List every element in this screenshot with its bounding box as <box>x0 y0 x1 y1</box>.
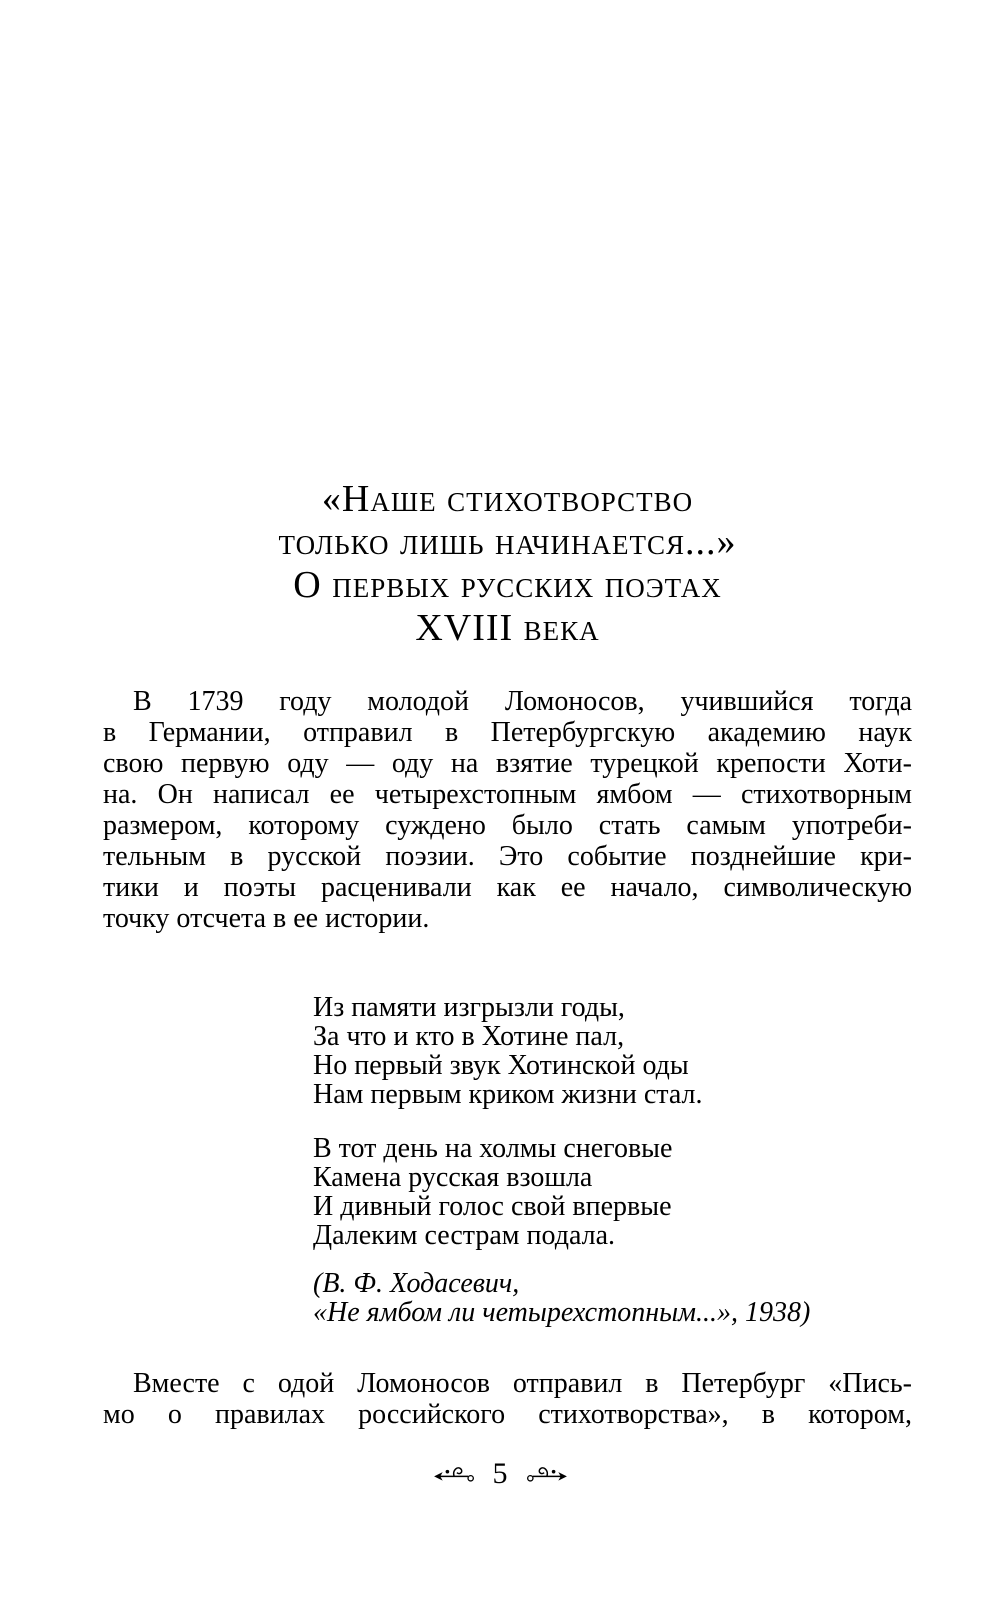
poem-attribution <box>313 1269 912 1327</box>
poem-stanza-1 <box>313 993 912 1109</box>
body-text-line: мо о правилах российского стихотворства», в котором, <box>103 1399 912 1430</box>
chapter-title-line: О первых русских поэтах <box>293 564 722 606</box>
body-text-line: Вместе с одой Ломоносов отправил в Петербург «Пись- <box>133 1368 912 1399</box>
poem-line: И дивный голос свой впервые <box>313 1191 672 1222</box>
body-text-line: на. Он написал ее четырехстопным ямбом — стихотворным <box>103 779 912 810</box>
chapter-title-line: только лишь начинается...» <box>278 521 737 563</box>
fleuron-right-icon <box>525 1465 567 1484</box>
body-text-line: размером, которому суждено было стать самым употреби- <box>103 810 912 841</box>
poem-line: Нам первым криком жизни стал. <box>313 1079 703 1110</box>
text-block <box>0 478 1000 1430</box>
poem-attribution-line: (В. Ф. Ходасевич, <box>313 1268 520 1299</box>
paragraph-lomonosov-ode <box>103 686 912 934</box>
body-text-line: тики и поэты расценивали как ее начало, символическую <box>103 872 912 903</box>
paragraph-letter-on-rules <box>103 1368 912 1430</box>
page-footer <box>0 1457 1000 1491</box>
page-number: 5 <box>492 1457 508 1490</box>
poem-line: Но первый звук Хотинской оды <box>313 1050 689 1081</box>
poem-line: За что и кто в Хотине пал, <box>313 1021 625 1052</box>
poem-line: Камена русская взошла <box>313 1162 593 1193</box>
body-text-line: точку отсчета в ее истории. <box>103 903 430 934</box>
chapter-title-line: «Наше стихотворство <box>321 478 694 520</box>
body-text-line: свою первую оду — оду на взятие турецкой крепости Хоти- <box>103 748 912 779</box>
chapter-title <box>103 478 912 650</box>
fleuron-left-icon <box>434 1465 476 1484</box>
poem-line: Из памяти изгрызли годы, <box>313 992 625 1023</box>
poem-line: Далеким сестрам подала. <box>313 1220 616 1251</box>
poem-line: В тот день на холмы снеговые <box>313 1133 673 1164</box>
poem-attribution-line: «Не ямбом ли четырехстопным...», 1938) <box>313 1297 811 1328</box>
chapter-title-line: XVIII века <box>415 607 600 649</box>
body-text-line: в Германии, отправил в Петербургскую академию наук <box>103 717 912 748</box>
body-text-line: В 1739 году молодой Ломоносов, учившийся тогда <box>133 686 912 717</box>
body-text-line: тельным в русской поэзии. Это событие позднейшие кри- <box>103 841 912 872</box>
poem-stanza-2 <box>313 1134 912 1250</box>
